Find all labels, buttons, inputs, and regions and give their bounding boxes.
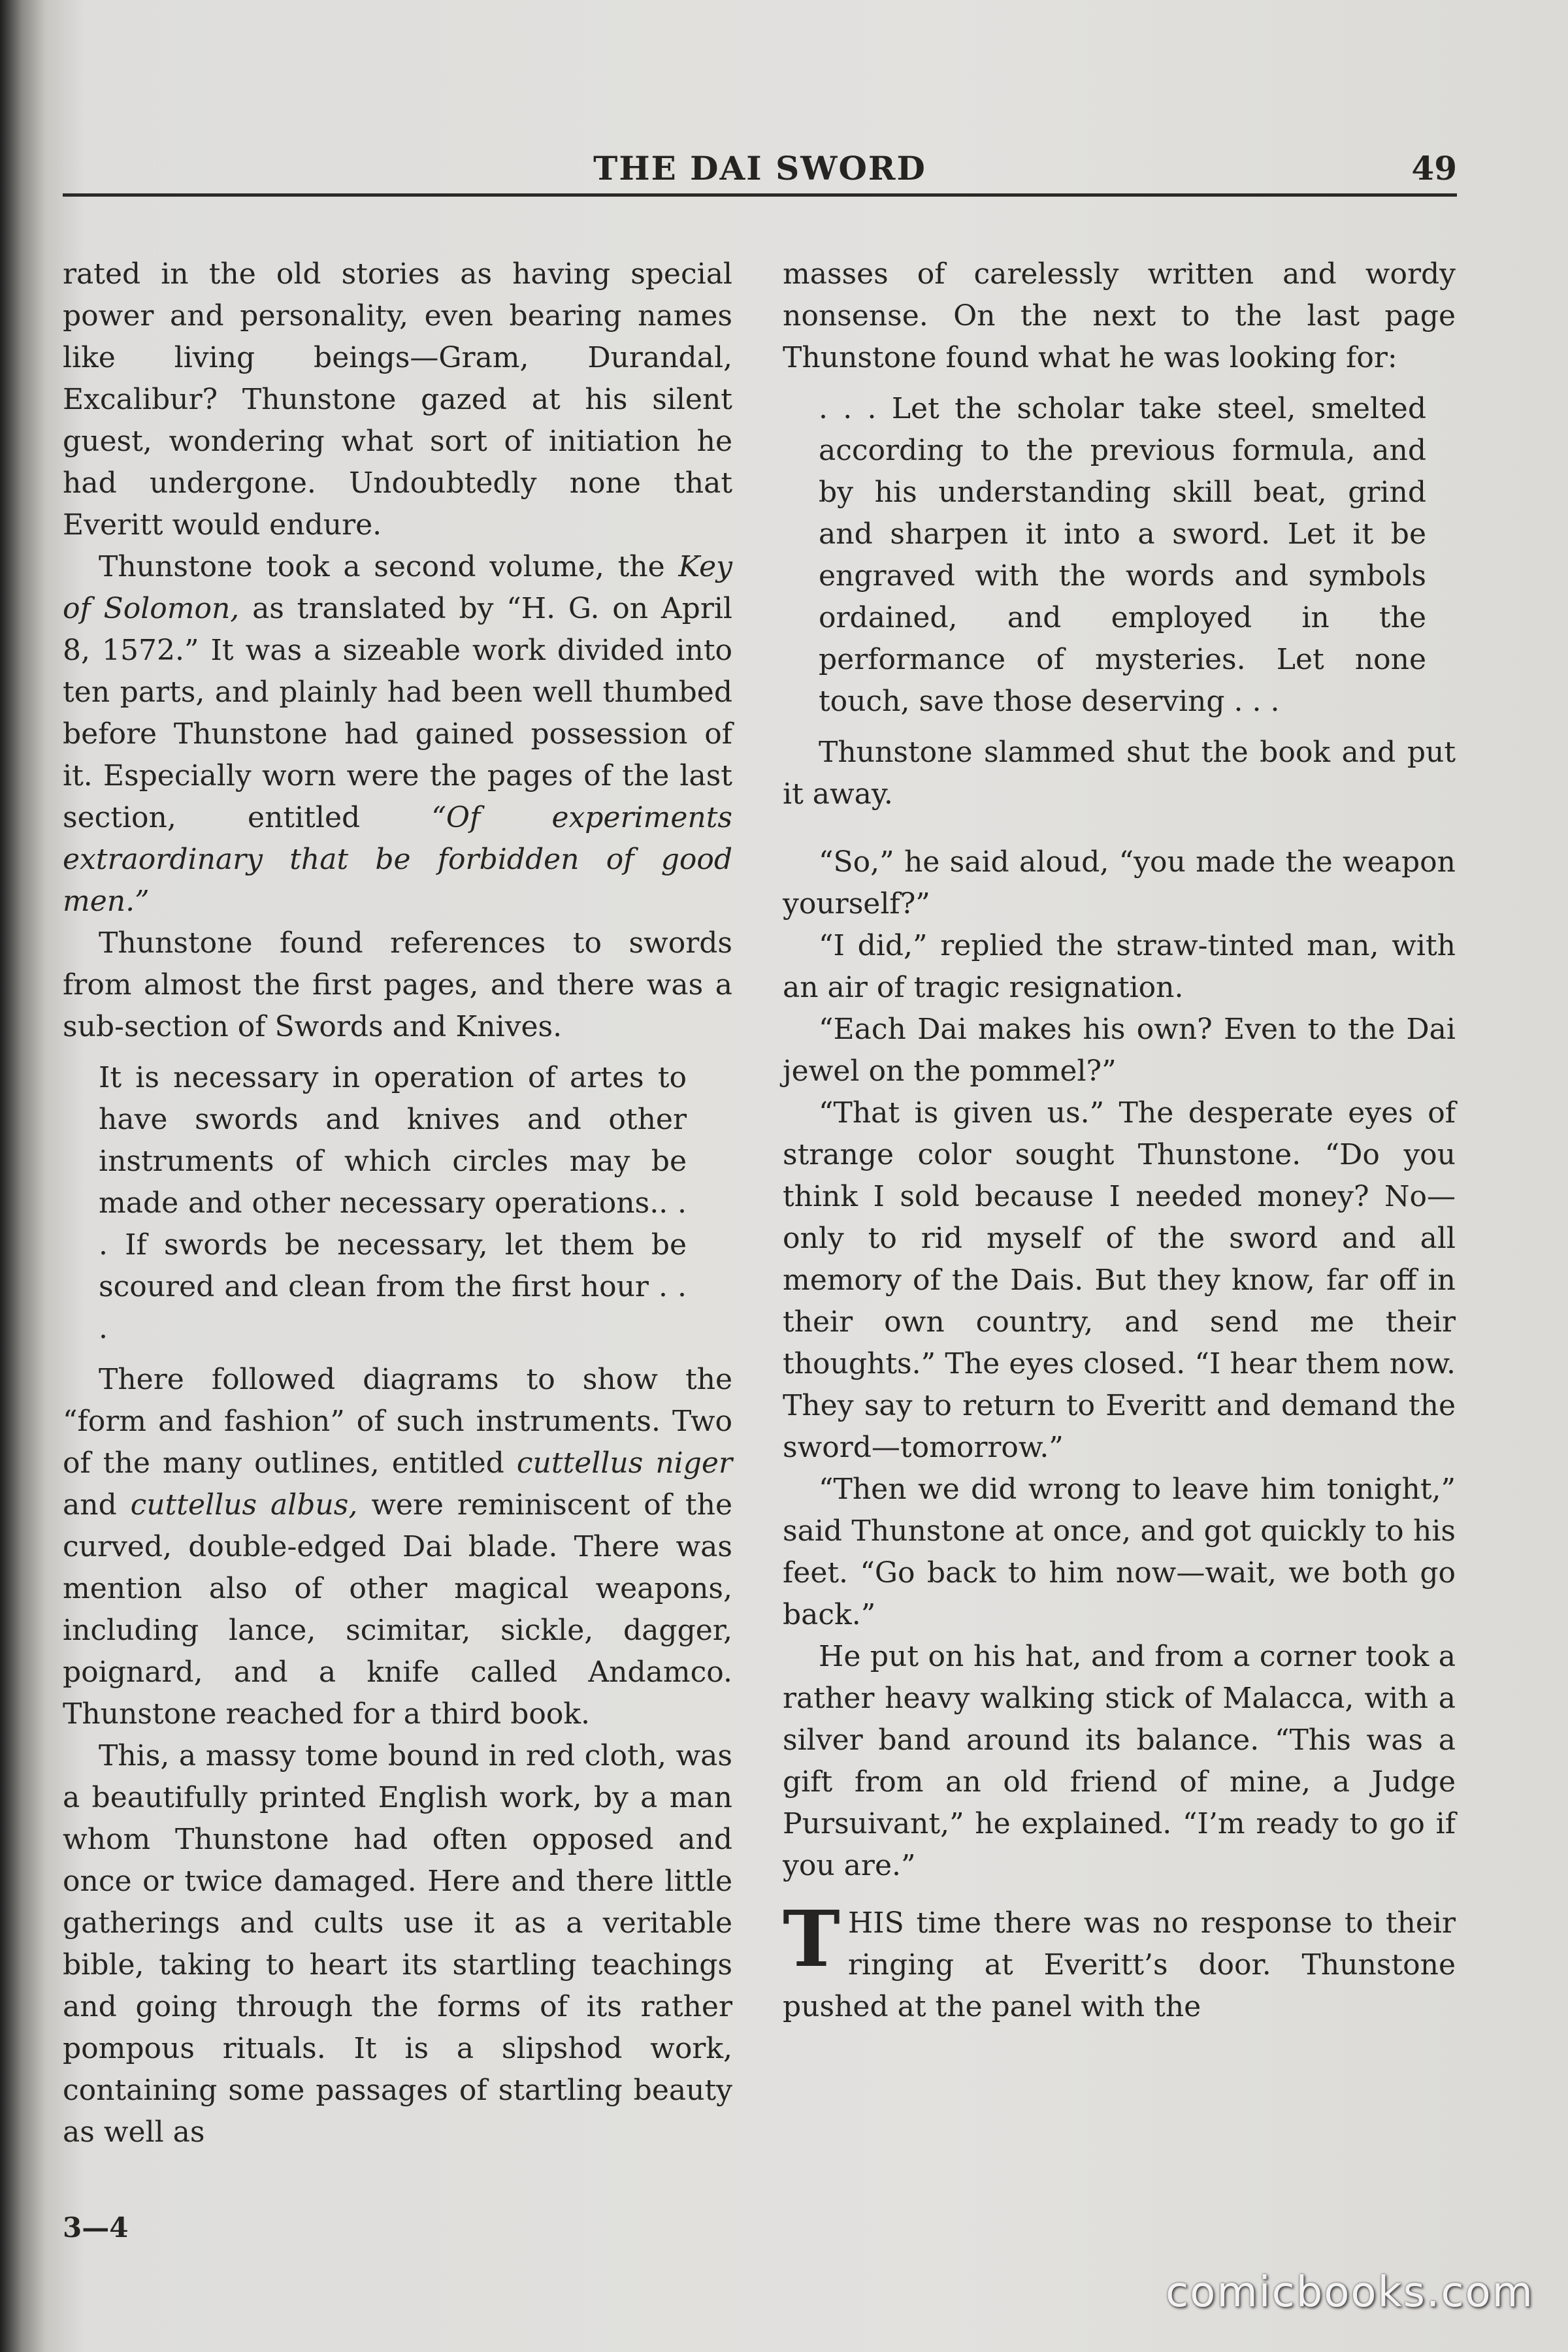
right-column	[783, 253, 1456, 2028]
section-title: “Of experiments extraordinary that be forbidden of good men.”	[63, 801, 732, 918]
latin-term: cuttellus niger	[516, 1446, 732, 1480]
watermark: comicbooks.com	[1165, 2268, 1534, 2317]
latin-term: cuttellus albus,	[130, 1488, 358, 1522]
block-quote	[99, 1057, 687, 1350]
paragraph: rated in the old stories as having special power and personality, even bearing names like living beings—Gram, Durandal, Excalibur? Thunstone gazed at his silent guest, wondering what sort of initiation he had undergone. Undoubtedly none that Everitt would endure.	[63, 257, 732, 542]
paragraph: “Each Dai makes his own? Even to the Dai jewel on the pommel?”	[783, 1013, 1456, 1088]
quote-text: . . . Let the scholar take steel, smelted according to the previous formula, and by his understanding skill beat, grind and sharpen it into a sword. Let it be engraved with the words and symbols ordained, and employed in the performance of mysteries. Let none touch, save those deserving . . .	[819, 392, 1426, 718]
paragraph: “Then we did wrong to leave him tonight,” said Thunstone at once, and got quickly to his feet. “Go back to him now—wait, we both go back.”	[783, 1473, 1456, 1631]
paragraph: There followed diagrams to show the “form and fashion” of such instruments. Two of the many outlines, entitled cuttellus niger and cuttellus albus, were reminiscent of the curved, double-edged Dai blade. There was mention also of other magical weapons, including lance, scimitar, sickle, dagger, poignard, and a knife called Andamco. Thunstone reached for a third book.	[63, 1363, 732, 1731]
paragraph: Thunstone slammed shut the book and put it away.	[783, 736, 1456, 811]
paragraph: “That is given us.” The desperate eyes of strange color sought Thunstone. “Do you think I sold because I needed money? No—only to rid myself of the sword and all memory of the Dais. But they know, far off in their own country, and send me their thoughts.” The eyes closed. “I hear them now. They say to return to Everitt and demand the sword—tomorrow.”	[783, 1096, 1456, 1464]
paragraph: Thunstone took a second volume, the Key of Solomon, as translated by “H. G. on April 8, 1572.” It was a sizeable work divided into ten parts, and plainly had been well thumbed before Thunstone had gained possession of it. Especially worn were the pages of the last section, entitled “Of experiments extraordinary that be forbidden of good men.”	[63, 550, 732, 918]
quote-text: It is necessary in operation of artes to have swords and knives and other instruments of which circles may be made and other necessary operations.. . . If swords be necessary, let them be scoured and clean from the first hour . . .	[99, 1061, 687, 1345]
paragraph: Thunstone found references to swords from almost the first pages, and there was a sub-section of Swords and Knives.	[63, 926, 732, 1043]
paragraph: He put on his hat, and from a corner took a rather heavy walking stick of Malacca, with a silver band around its balance. “This was a gift from an old friend of mine, a Judge Pursuivant,” he explained. “I’m ready to go if you are.”	[783, 1640, 1456, 1882]
book-title: Key of Solomon,	[63, 550, 732, 625]
paragraph: THIS time there was no response to their ringing at Everitt’s door. Thunstone pushed at the panel with the	[783, 1893, 1456, 2023]
block-quote	[819, 388, 1426, 723]
folio-mark: 3—4	[63, 2212, 129, 2244]
page-header	[63, 149, 1457, 197]
paragraph: This, a massy tome bound in red cloth, was a beautifully printed English work, by a man whom Thunstone had often opposed and once or twice damaged. Here and there little gatherings and cults use it as a veritable bible, taking to heart its startling teachings and going through the forms of its rather pompous rituals. It is a slipshod work, containing some passages of startling beauty as well as	[63, 1739, 732, 2149]
paragraph: masses of carelessly written and wordy nonsense. On the next to the last page Thunstone found what he was looking for:	[783, 257, 1456, 374]
running-title: THE DAI SWORD	[593, 149, 926, 188]
drop-cap: T	[783, 1893, 840, 1984]
section-gap	[783, 815, 1456, 841]
left-column	[63, 253, 732, 2153]
section-gap	[783, 1887, 1456, 1903]
paragraph: “So,” he said aloud, “you made the weapon yourself?”	[783, 845, 1456, 921]
page-number: 49	[1411, 149, 1457, 188]
paragraph: “I did,” replied the straw-tinted man, with an air of tragic resignation.	[783, 929, 1456, 1004]
